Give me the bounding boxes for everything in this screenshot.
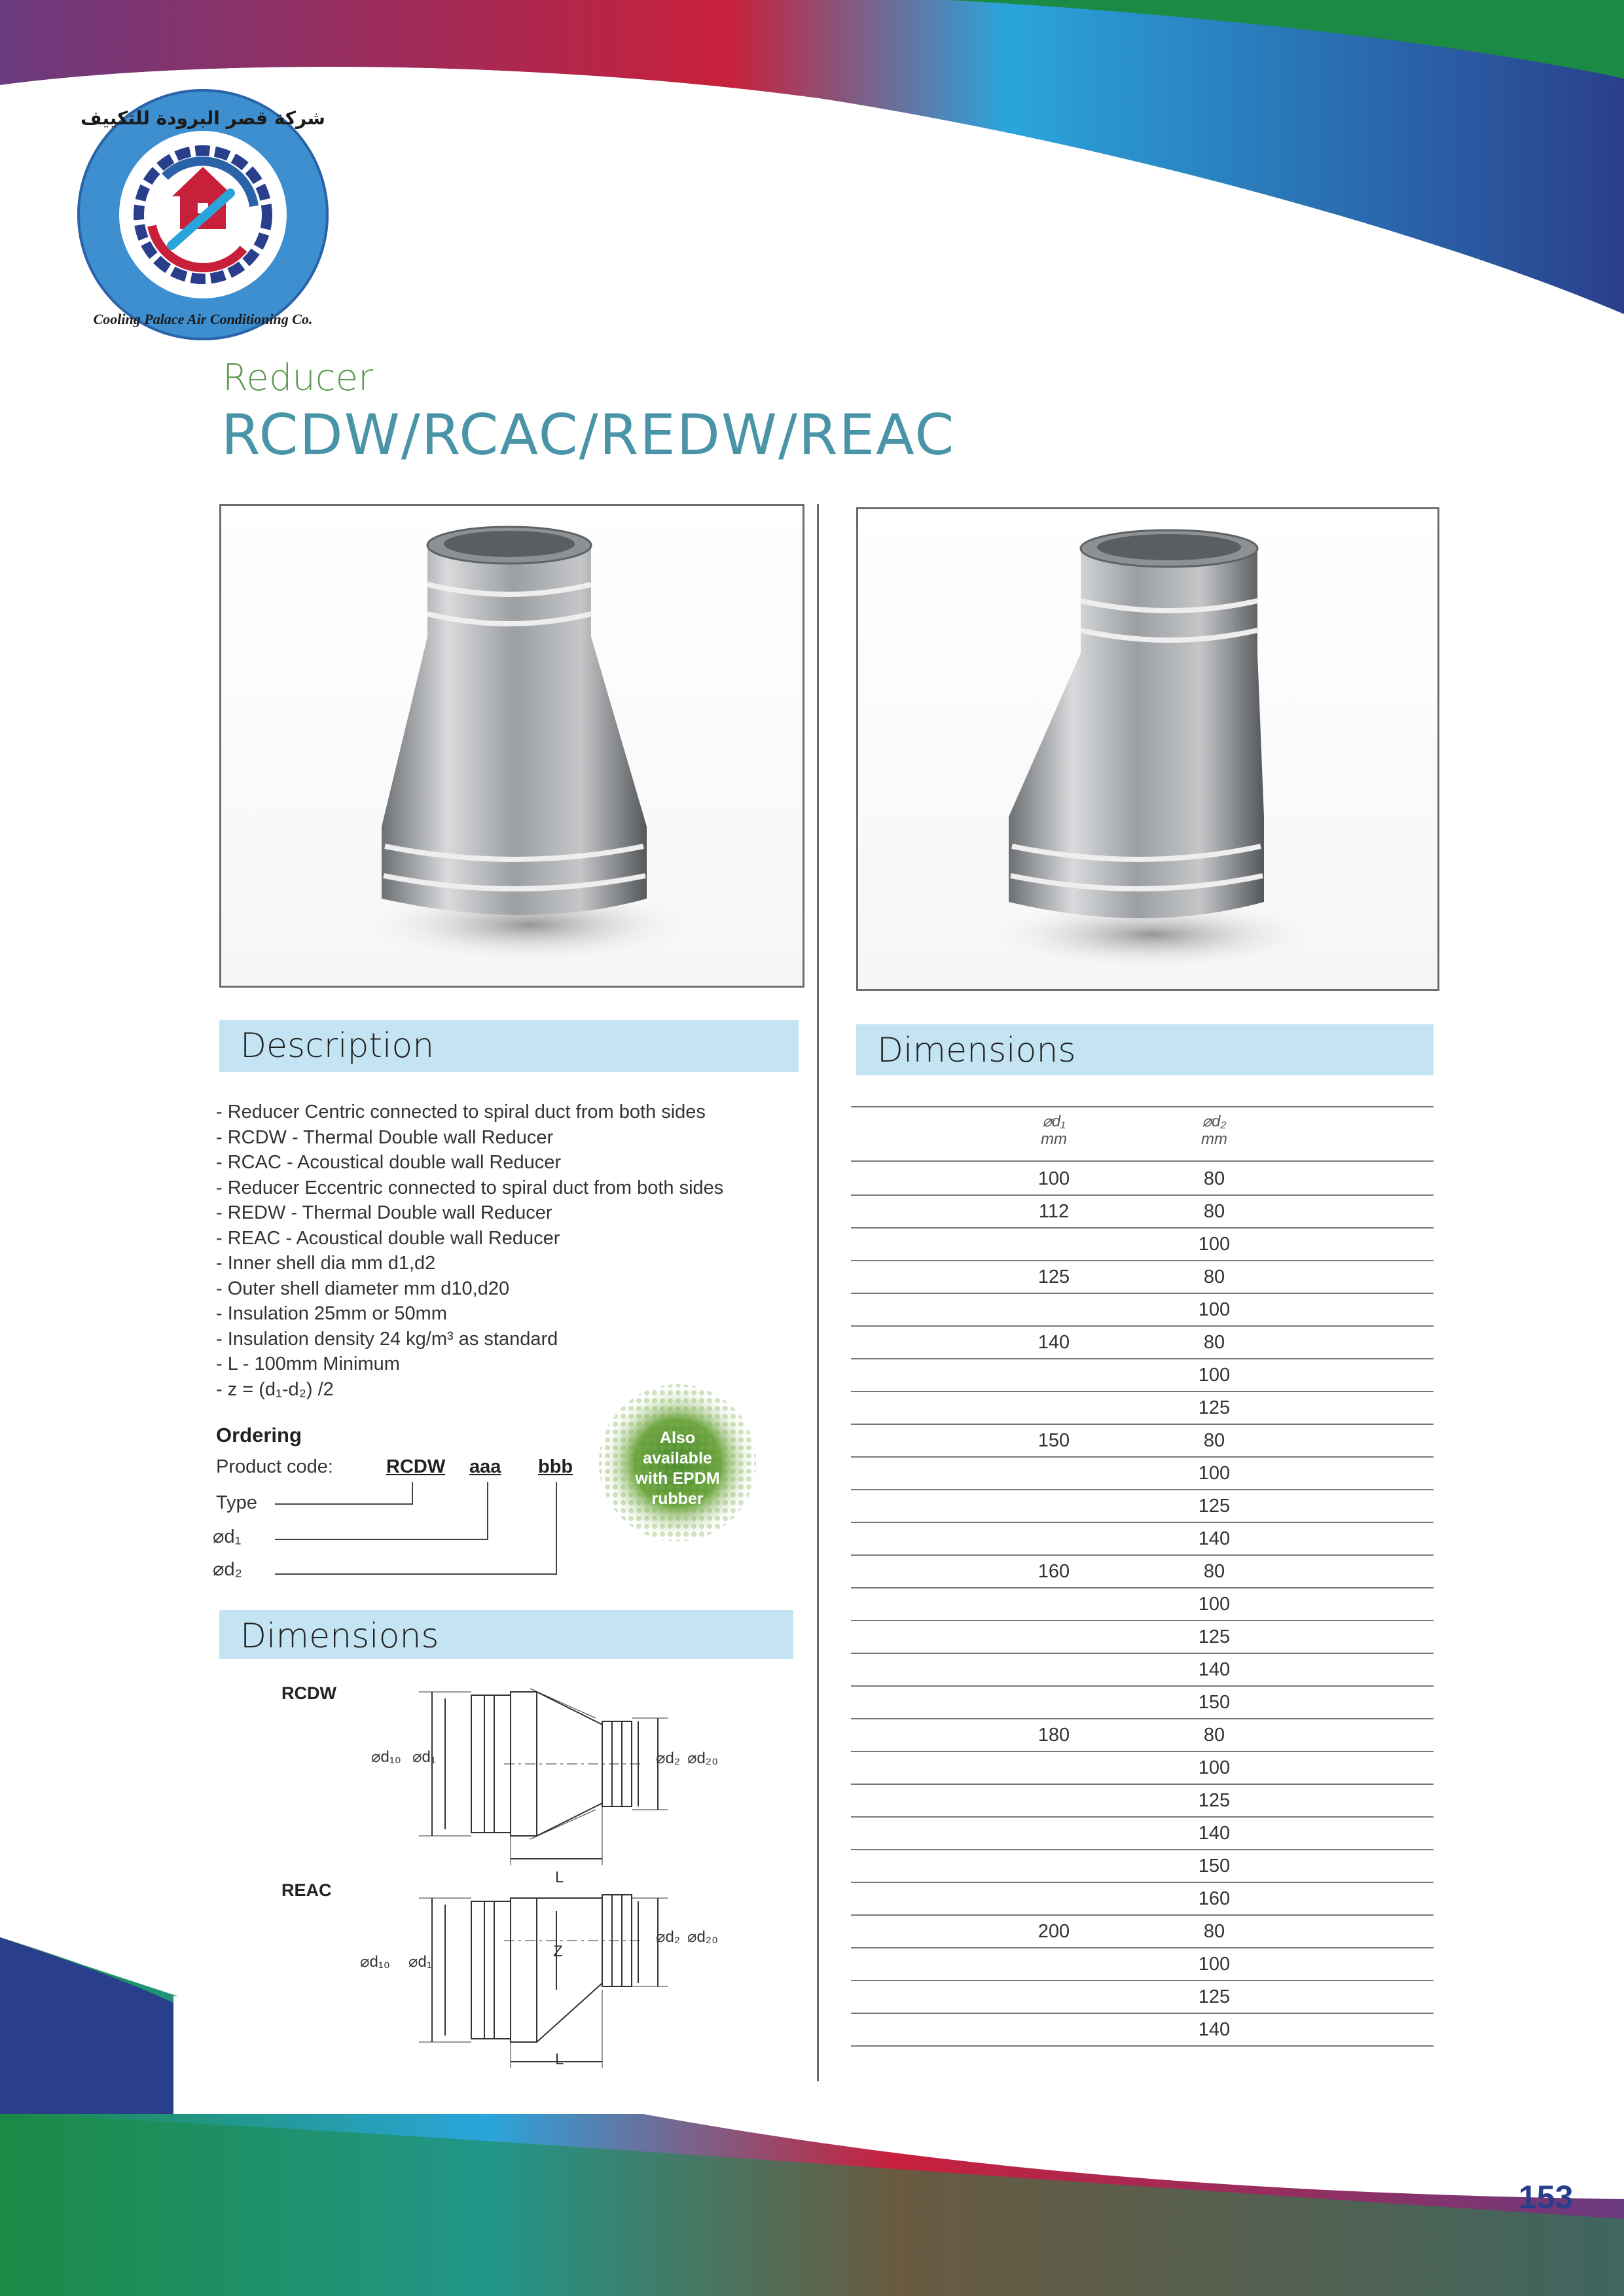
table-cell-d2: 125 [1198, 1790, 1231, 1811]
table-row [851, 1587, 1434, 1621]
svg-text:Cooling Palace Air Conditionin: Cooling Palace Air Conditioning Co. [93, 311, 313, 327]
ordering-type-label: Type [216, 1492, 257, 1513]
table-cell-d1: 160 [1038, 1561, 1070, 1582]
dimensions-table-heading-bar [856, 1024, 1434, 1075]
table-row [851, 1653, 1434, 1687]
table-cell-d2: 125 [1198, 1397, 1231, 1418]
table-cell-d2: 140 [1198, 1528, 1231, 1549]
page-number: 153 [1519, 2179, 1574, 2215]
table-row [851, 1194, 1434, 1229]
table-cell-d1: 180 [1038, 1725, 1070, 1746]
table-row [851, 1751, 1434, 1785]
table-cell-d2: 140 [1198, 1823, 1231, 1844]
rcdw-dimension-diagram [353, 1676, 746, 1872]
rcdw-diagram-label: RCDW [281, 1683, 336, 1703]
list-item: - Insulation 25mm or 50mm [216, 1303, 447, 1324]
company-logo [73, 85, 333, 344]
table-cell-d2: 80 [1203, 1266, 1225, 1287]
table-cell-d2: 80 [1203, 1561, 1225, 1582]
table-cell-d2: 100 [1198, 1234, 1231, 1255]
rcdw-d10-label: ⌀d₁₀ [371, 1748, 401, 1766]
table-row [851, 1554, 1434, 1588]
code-type: RCDW [386, 1456, 446, 1477]
table-row [851, 1358, 1434, 1392]
reac-d2-label: ⌀d₂ [656, 1928, 681, 1946]
list-item: - z = (d₁-d₂) /2 [216, 1378, 334, 1400]
table-cell-d2: 100 [1198, 1463, 1231, 1484]
list-item: - Inner shell dia mm d1,d2 [216, 1253, 436, 1274]
dimensions-diagram-heading: Dimensions [240, 1617, 439, 1656]
reac-z-label: Z [553, 1943, 563, 1960]
table-cell-d2: 140 [1198, 2019, 1231, 2040]
table-row [851, 1849, 1434, 1883]
rcdw-d1-label: ⌀d₁ [412, 1748, 436, 1766]
table-row [851, 1489, 1434, 1523]
table-row [851, 1882, 1434, 1916]
table-cell-d1: 140 [1038, 1332, 1070, 1353]
svg-text:شركة قصر البرودة للتكييف: شركة قصر البرودة للتكييف [81, 107, 325, 129]
dimensions-diagram-heading-bar [219, 1610, 793, 1659]
table-cell-d2: 100 [1198, 1365, 1231, 1386]
ordering-d2-label: ⌀d₂ [213, 1559, 242, 1580]
list-item: - Insulation density 24 kg/m³ as standard [216, 1328, 558, 1350]
product-title: RCDW/RCAC/REDW/REAC [221, 403, 956, 468]
ordering-d1-label: ⌀d₁ [213, 1526, 242, 1547]
description-heading: Description [240, 1026, 435, 1066]
list-item: - Reducer Centric connected to spiral duct from both sides [216, 1102, 706, 1122]
ordering-heading: Ordering [216, 1424, 302, 1446]
table-row [851, 1325, 1434, 1359]
table-cell-d2: 125 [1198, 1626, 1231, 1647]
rcdw-l-label: L [555, 1869, 564, 1886]
list-item: - RCAC - Acoustical double wall Reducer [216, 1152, 562, 1173]
table-row [851, 1522, 1434, 1556]
table-row [851, 1293, 1434, 1327]
table-row [851, 1424, 1434, 1458]
reac-d20-label: ⌀d₂₀ [687, 1928, 719, 1946]
table-cell-d1: 125 [1038, 1266, 1070, 1287]
table-cell-d1: 150 [1038, 1430, 1070, 1451]
product-subtitle: Reducer [223, 357, 374, 399]
reac-d1-label: ⌀d₁ [408, 1953, 432, 1971]
table-row [851, 1784, 1434, 1818]
table-cell-d1: 100 [1038, 1168, 1070, 1189]
table-cell-d2: 160 [1198, 1888, 1231, 1909]
description-list [216, 1100, 723, 1402]
list-item: - RCDW - Thermal Double wall Reducer [216, 1126, 554, 1148]
table-cell-d1: 112 [1038, 1201, 1070, 1222]
table-cell-d2: 125 [1198, 1496, 1231, 1516]
dimensions-table-heading: Dimensions [877, 1031, 1076, 1070]
reac-dimension-diagram [353, 1885, 746, 2075]
table-row [851, 1914, 1434, 1948]
table-row [851, 1816, 1434, 1850]
table-cell-d2: 100 [1198, 1757, 1231, 1778]
table-row [851, 1718, 1434, 1752]
table-cell-d2: 80 [1203, 1430, 1225, 1451]
table-cell-d2: 100 [1198, 1299, 1231, 1320]
rcdw-d20-label: ⌀d₂₀ [687, 1749, 719, 1767]
table-cell-d2: 125 [1198, 1986, 1231, 2007]
reac-l-label: L [555, 2051, 564, 2068]
table-cell-d2: 80 [1203, 1332, 1225, 1353]
reac-d10-label: ⌀d₁₀ [360, 1953, 390, 1971]
table-cell-d2: 100 [1198, 1954, 1231, 1975]
table-row [851, 1980, 1434, 2014]
table-row [851, 1227, 1434, 1261]
list-item: - L - 100mm Minimum [216, 1354, 400, 1374]
table-cell-d2: 80 [1203, 1921, 1225, 1942]
table-row [851, 1947, 1434, 1981]
code-d1: aaa [469, 1456, 501, 1477]
table-cell-d2: 80 [1203, 1201, 1225, 1222]
list-item: - Outer shell diameter mm d10,d20 [216, 1278, 510, 1299]
rcdw-d2-label: ⌀d₂ [656, 1749, 681, 1767]
description-heading-bar [219, 1020, 799, 1072]
table-cell-d2: 140 [1198, 1659, 1231, 1680]
list-item: - REDW - Thermal Double wall Reducer [216, 1202, 552, 1223]
centric-reducer-photo [219, 504, 804, 988]
table-row [851, 1162, 1434, 1196]
column-divider [817, 504, 819, 2081]
table-row [851, 1456, 1434, 1490]
list-item: - REAC - Acoustical double wall Reducer [216, 1227, 560, 1249]
eccentric-reducer-photo [856, 507, 1439, 991]
table-cell-d1: 200 [1038, 1921, 1070, 1942]
table-row [851, 1620, 1434, 1654]
reac-diagram-label: REAC [281, 1880, 332, 1900]
ordering-leader-lines [262, 1479, 576, 1584]
table-cell-d2: 80 [1203, 1725, 1225, 1746]
table-row [851, 2013, 1434, 2047]
product-code-label: Product code: [216, 1456, 333, 1477]
table-header-row: ⌀d₁ mm ⌀d₂ mm [851, 1106, 1434, 1162]
table-cell-d2: 80 [1203, 1168, 1225, 1189]
list-item: - Reducer Eccentric connected to spiral duct from both sides [216, 1177, 724, 1198]
table-row [851, 1685, 1434, 1719]
code-d2: bbb [538, 1456, 573, 1477]
table-cell-d2: 150 [1198, 1692, 1231, 1713]
table-row [851, 1260, 1434, 1294]
table-cell-d2: 100 [1198, 1594, 1231, 1615]
epdm-badge-text: Also available with EPDM rubber [635, 1429, 720, 1508]
table-row [851, 1391, 1434, 1425]
table-cell-d2: 150 [1198, 1856, 1231, 1876]
